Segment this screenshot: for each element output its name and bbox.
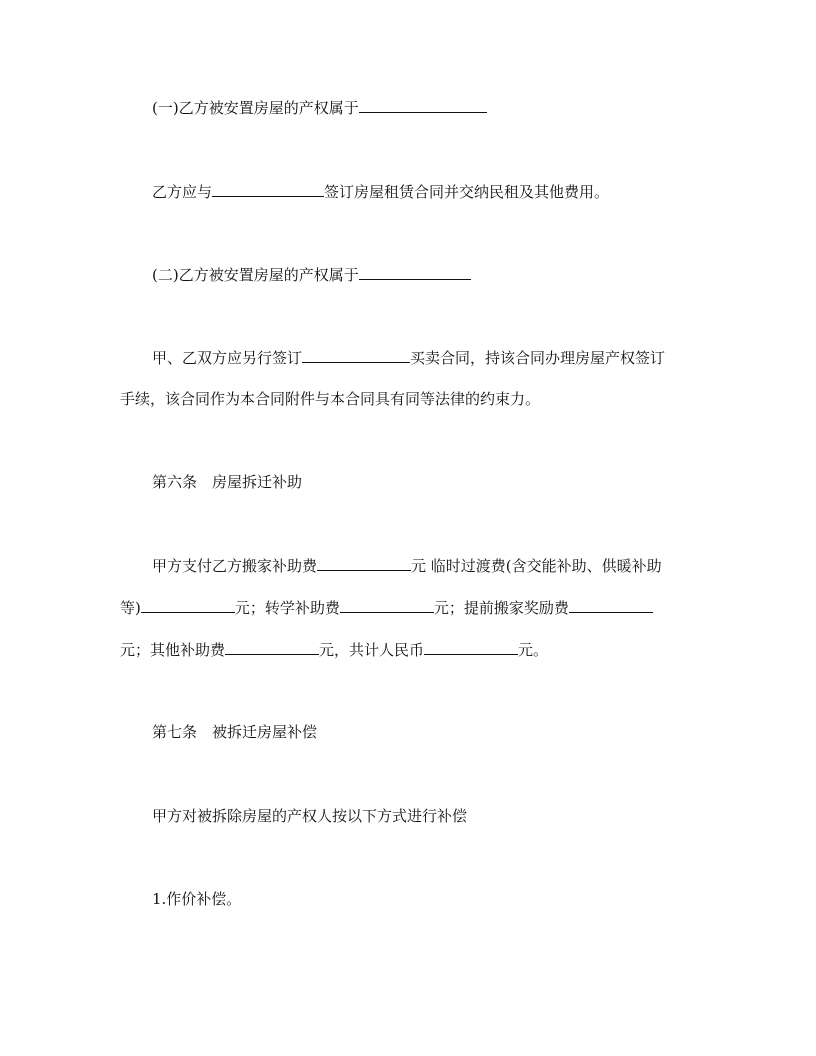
paragraph-sale-contract: 甲、乙双方应另行签订 买卖合同，持该合同办理房屋产权签订 bbox=[152, 349, 666, 367]
paragraph-lease: 乙方应与 签订房屋租赁合同并交纳民租及其他费用。 bbox=[152, 183, 610, 201]
paragraph-subsidy: 甲方支付乙方搬家补助费 元 临时过渡费(含交能补助、供暖补助 bbox=[152, 557, 662, 575]
blank-field bbox=[359, 264, 471, 280]
blank-field bbox=[424, 639, 518, 655]
blank-field bbox=[225, 639, 319, 655]
blank-field bbox=[212, 181, 324, 197]
blank-field bbox=[141, 597, 235, 613]
blank-field bbox=[569, 597, 653, 613]
paragraph-ownership-2: (二)乙方被安置房屋的产权属于 bbox=[152, 264, 471, 285]
paragraph-ownership-1: (一)乙方被安置房屋的产权属于 bbox=[152, 97, 487, 118]
blank-field bbox=[317, 555, 411, 571]
paragraph-subsidy-cont-2: 元；其他补助费 元，共计人民币 元。 bbox=[120, 641, 549, 659]
paragraph-subsidy-cont-1: 等) 元；转学补助费 元；提前搬家奖励费 bbox=[120, 597, 653, 618]
paragraph-sale-contract-cont: 手续，该合同作为本合同附件与本合同具有同等法律的约束力。 bbox=[120, 390, 541, 408]
list-item-1: 1.作价补偿。 bbox=[152, 890, 242, 908]
section-heading-7: 第七条 被拆迁房屋补偿 bbox=[152, 723, 318, 741]
section-heading-6: 第六条 房屋拆迁补助 bbox=[152, 473, 303, 491]
paragraph-compensation: 甲方对被拆除房屋的产权人按以下方式进行补偿 bbox=[152, 807, 468, 825]
blank-field bbox=[340, 597, 434, 613]
blank-field bbox=[359, 97, 487, 113]
blank-field bbox=[302, 347, 410, 363]
